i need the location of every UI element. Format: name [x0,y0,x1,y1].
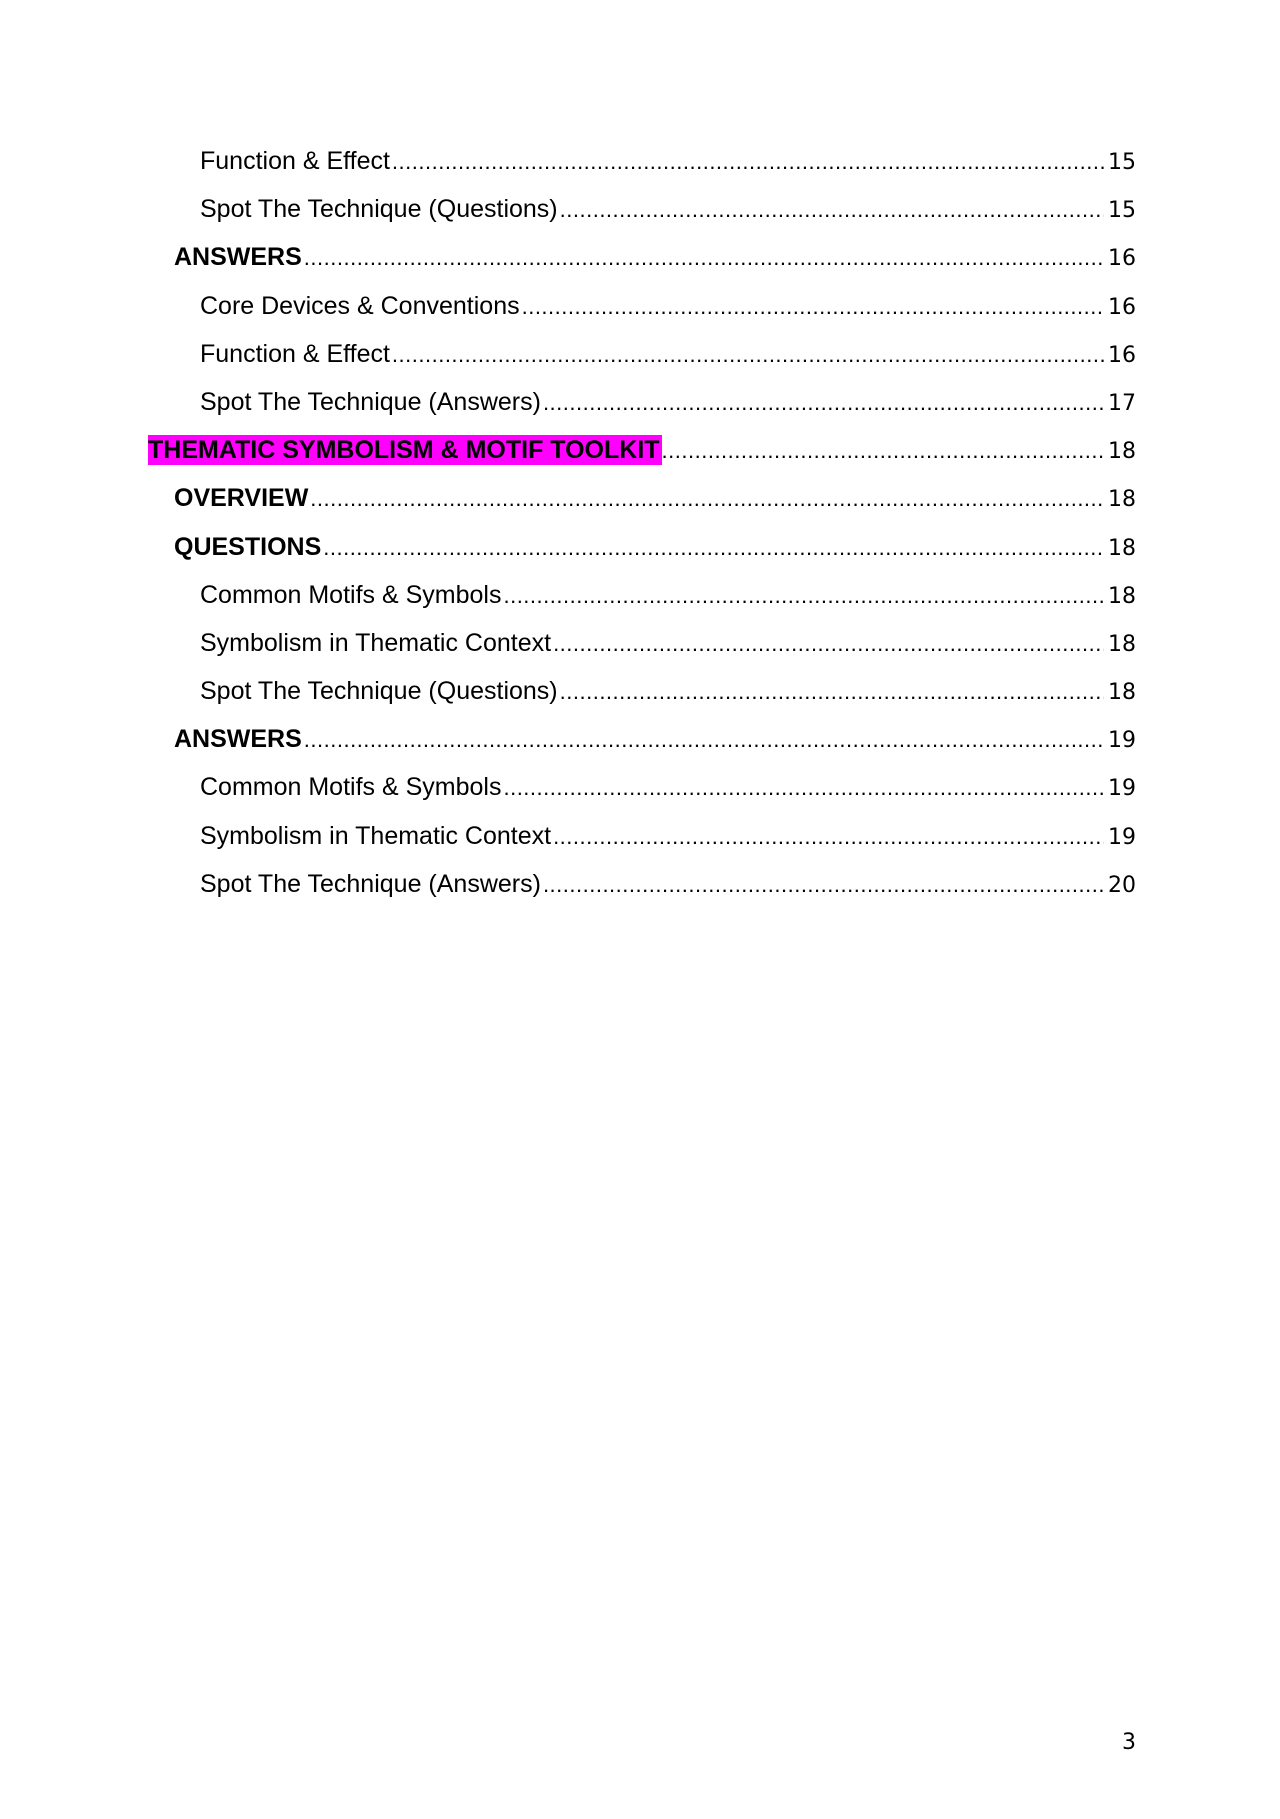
toc-dot-leader [392,147,1104,177]
toc-entry[interactable] [148,532,1136,580]
toc-entry[interactable] [148,676,1136,724]
toc-entry-label: Core Devices & Conventions [200,291,520,320]
toc-entry-label: OVERVIEW [174,484,309,513]
toc-dot-leader [392,340,1104,370]
toc-dot-leader [503,773,1104,803]
page-number: 3 [1122,1730,1136,1755]
toc-dot-leader [304,725,1104,755]
toc-entry-label: Common Motifs & Symbols [200,580,502,609]
toc-dot-leader [503,581,1104,611]
toc-dot-leader [323,533,1104,563]
toc-entry[interactable] [148,628,1136,676]
toc-entry-label: Spot The Technique (Answers) [200,387,541,416]
toc-entry[interactable] [148,291,1136,339]
table-of-contents [148,146,1136,917]
toc-entry[interactable] [148,194,1136,242]
toc-entry-label: Symbolism in Thematic Context [200,628,552,657]
toc-entry-page-number: 15 [1108,150,1136,175]
toc-dot-leader [310,484,1104,514]
toc-entry[interactable] [148,580,1136,628]
toc-dot-leader [662,436,1104,466]
toc-entry-page-number: 16 [1108,246,1136,272]
toc-entry-page-number: 17 [1108,390,1136,416]
toc-dot-leader [553,629,1104,659]
toc-entry[interactable] [148,869,1136,917]
toc-entry-label: Symbolism in Thematic Context [200,821,552,850]
toc-entry[interactable] [148,772,1136,820]
toc-entry-page-number: 16 [1108,294,1136,320]
toc-entry[interactable] [148,339,1136,387]
toc-entry-label: Function & Effect [200,147,390,175]
toc-entry-page-number: 19 [1108,728,1136,754]
toc-entry-label-highlighted: THEMATIC SYMBOLISM & MOTIF TOOLKIT [148,436,660,465]
toc-entry-page-number: 18 [1108,535,1136,561]
toc-entry-label: Spot The Technique (Answers) [200,869,541,898]
toc-dot-leader [304,243,1104,273]
toc-entry-page-number: 18 [1108,439,1136,465]
toc-entry-page-number: 20 [1108,872,1136,898]
toc-entry[interactable] [148,821,1136,869]
toc-entry-label: Common Motifs & Symbols [200,773,502,802]
toc-entry-page-number: 19 [1108,776,1136,802]
toc-entry-page-number: 18 [1108,631,1136,657]
toc-dot-leader [522,292,1104,322]
toc-dot-leader [543,388,1104,418]
toc-entry-label: ANSWERS [174,243,302,272]
toc-entry[interactable] [148,387,1136,435]
toc-entry-page-number: 15 [1108,198,1136,224]
toc-entry-label: Spot The Technique (Questions) [200,195,558,224]
toc-entry-label: ANSWERS [174,725,302,754]
toc-entry[interactable] [148,483,1136,531]
toc-dot-leader [553,822,1104,852]
toc-entry-label: QUESTIONS [174,532,322,561]
toc-entry-page-number: 18 [1108,680,1136,706]
toc-entry[interactable] [148,724,1136,772]
toc-entry-label: Spot The Technique (Questions) [200,677,558,706]
toc-dot-leader [560,677,1104,707]
toc-entry-page-number: 19 [1108,824,1136,850]
toc-dot-leader [560,195,1104,225]
toc-entry-page-number: 18 [1108,583,1136,609]
toc-entry[interactable] [148,146,1136,194]
toc-entry-page-number: 18 [1108,487,1136,513]
toc-entry[interactable] [148,242,1136,290]
toc-entry[interactable] [148,435,1136,483]
toc-entry-label: Function & Effect [200,339,390,368]
toc-dot-leader [543,870,1104,900]
toc-entry-page-number: 16 [1108,342,1136,368]
